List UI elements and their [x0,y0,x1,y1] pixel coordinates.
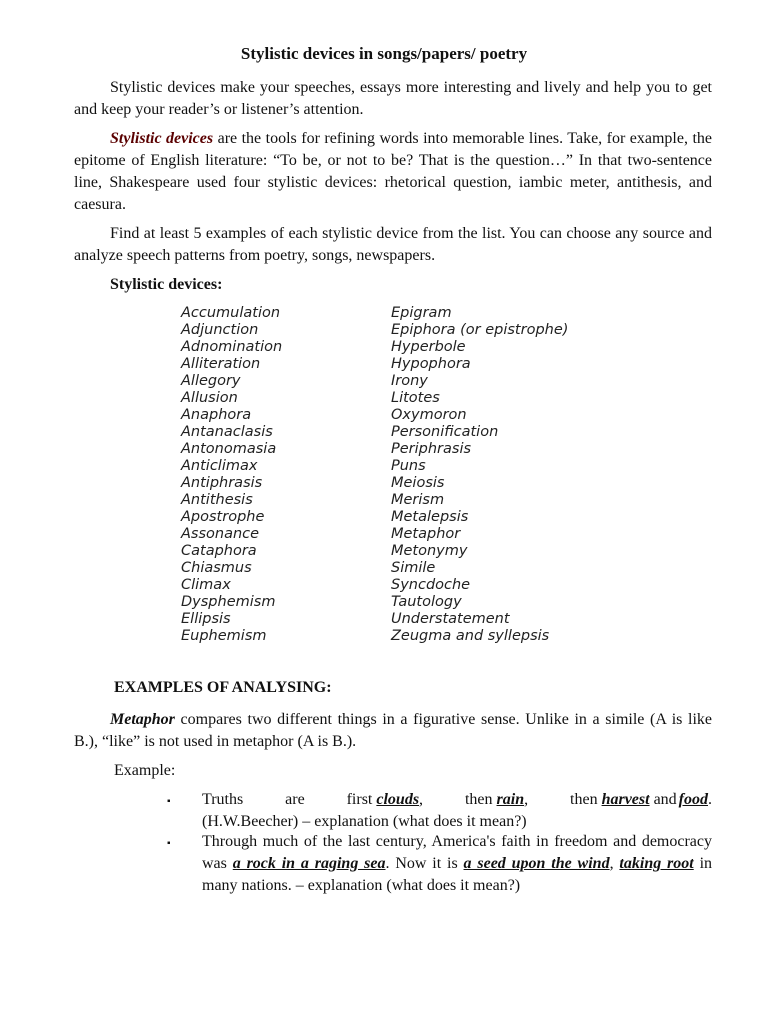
device-list-item: Allusion [181,390,238,406]
example-1 [202,789,712,833]
example-1-word: Truths [202,791,244,808]
device-list-item: Irony [391,373,428,389]
device-list-item: Puns [391,458,426,474]
devices-list-column-1 [181,305,282,645]
device-list-item: Syncdoche [391,577,471,593]
device-list-item: Metalepsis [391,509,469,525]
device-list-item: Antanaclasis [181,424,273,440]
device-list-item: Simile [391,560,436,576]
harvest-highlight: harvest [601,791,650,808]
device-list-item: Antithesis [181,492,253,508]
device-list-item: Adnomination [181,339,283,355]
metaphor-term: Metaphor [110,711,175,728]
device-list-item: Accumulation [181,305,281,321]
rock-highlight: a rock in a raging sea [232,855,386,872]
seed-highlight: a seed upon the wind [463,855,610,872]
device-list-item: Understatement [391,611,510,627]
device-list-item: Antiphrasis [181,475,263,491]
device-list-item: Litotes [391,390,440,406]
device-list-item: Periphrasis [391,441,472,457]
device-list-item: Merism [391,492,445,508]
device-list-item: Climax [181,577,231,593]
example-1-word: then rain, [464,791,529,808]
intro-paragraph: Stylistic devices make your speeches, essays more interesting and lively and help you to get and keep your reader’s or listener’s attention. [74,79,712,118]
example-1-word: first clouds, [346,791,424,808]
device-list-item: Dysphemism [181,594,276,610]
examples-heading: EXAMPLES OF ANALYSING: [114,679,332,696]
device-list-item: Allegory [181,373,241,389]
example-1-word: are [285,791,305,808]
devices-list-column-2 [391,305,568,645]
metaphor-text: compares two different things in a figurative sense. Unlike in a simile (A is like B.), “like” is not used in metaphor (A is B.). [74,711,712,750]
device-list-item: Hypophora [391,356,471,372]
clouds-highlight: clouds [376,791,420,808]
device-list-item: Anaphora [181,407,252,423]
device-list-item: Euphemism [181,628,267,644]
device-list-item: Ellipsis [181,611,231,627]
device-list-item: Alliteration [181,356,261,372]
example-1-line-1 [202,789,712,811]
device-list-item: Epigram [391,305,452,321]
definition-paragraph [74,128,712,216]
device-list-item: Epiphora (or epistrophe) [391,322,569,338]
device-list-item: Hyperbole [391,339,466,355]
root-highlight: taking root [619,855,694,872]
stylistic-devices-term: Stylistic devices [110,130,214,147]
device-list-item: Antonomasia [181,441,277,457]
example-2: Through much of the last century, America's faith in freedom and democracy was a rock in a raging sea. Now it is a seed upon the wind, taking root in many nations. – explanation (what does it mean?) [202,833,713,894]
rain-highlight: rain [496,791,525,808]
device-list-item: Anticlimax [181,458,258,474]
device-list-item: Cataphora [181,543,257,559]
task-paragraph: Find at least 5 examples of each stylistic device from the list. You can choose any source and analyze speech patterns from poetry, songs, newspapers. [74,225,712,264]
device-list-item: Meiosis [391,475,445,491]
device-list-item: Oxymoron [391,407,467,423]
devices-heading: Stylistic devices: [110,276,223,293]
device-list-item: Personification [391,424,499,440]
food-highlight: food [678,791,708,808]
device-list-item: Adjunction [181,322,259,338]
device-list-item: Apostrophe [181,509,265,525]
example-1-word: then harvest and food. [570,791,712,808]
device-list-item: Metaphor [391,526,461,542]
metaphor-paragraph [74,709,712,753]
definition-text: are the tools for refining words into memorable lines. Take, for example, the epitome of English literature: “To be, or not to be? That is the question…” In that two-sentence line, Shakespeare used four stylistic devices: rhetorical question, iambic meter, antithesis, and caesura. [74,130,713,213]
device-list-item: Assonance [181,526,260,542]
example-label: Example: [114,762,176,779]
bullet-icon: ▪ [167,796,171,807]
example-1-line-2: (H.W.Beecher) – explanation (what does it mean?) [202,813,527,830]
device-list-item: Zeugma and syllepsis [391,628,550,644]
bullet-icon: ▪ [167,838,171,849]
device-list-item: Chiasmus [181,560,252,576]
document-title: Stylistic devices in songs/papers/ poetry [240,44,528,63]
device-list-item: Metonymy [391,543,468,559]
device-list-item: Tautology [391,594,462,610]
